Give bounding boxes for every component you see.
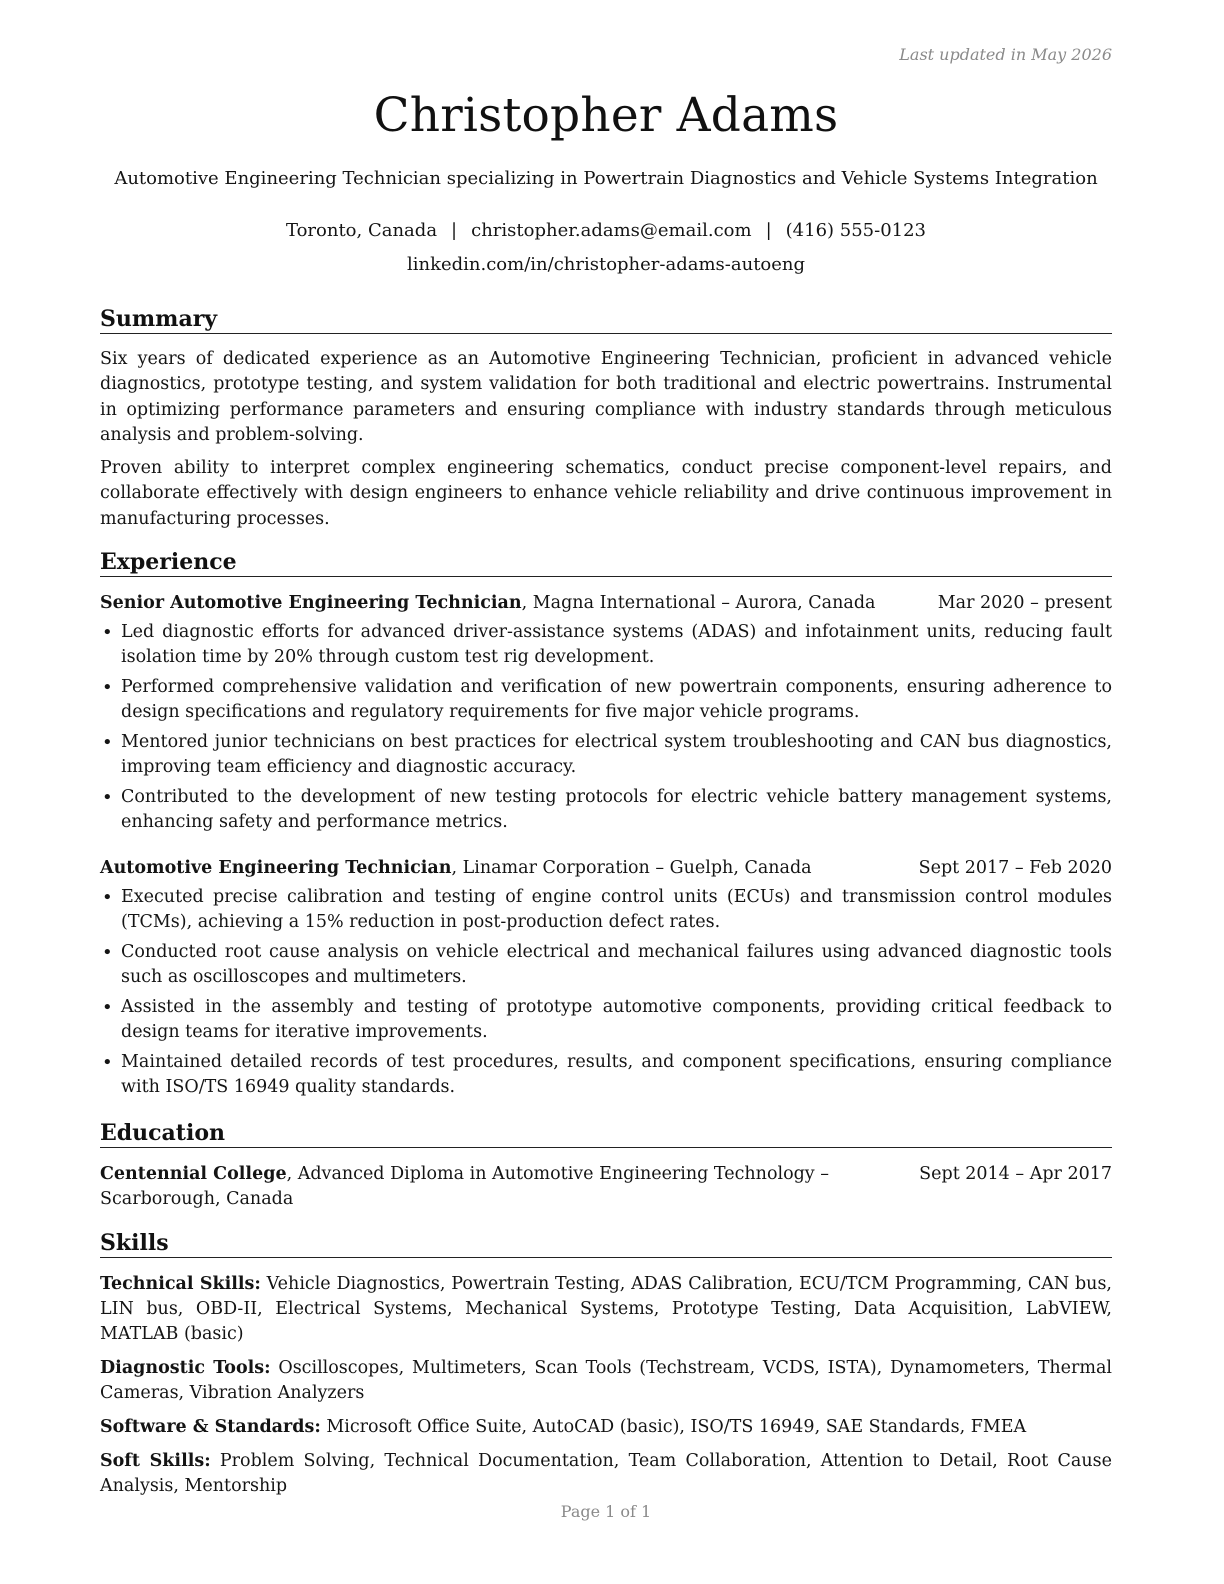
last-updated: Last updated in May 2026 — [899, 45, 1112, 64]
phone: (416) 555-0123 — [785, 220, 927, 241]
separator: | — [765, 220, 772, 241]
job-dates: Mar 2020 – present — [937, 593, 1112, 613]
bullet-item: • Led diagnostic efforts for advanced driver-assistance systems (ADAS) and infotainment units, reducing fault isolation time by 20% through custom test rig development. — [100, 620, 1112, 670]
skill-text: Problem Solving, Technical Documentation, Team Collaboration, Attention to Detail, Root Cause Analysis, Mentorship — [100, 1451, 1112, 1496]
bullet-item: • Mentored junior technicians on best practices for electrical system troubleshooting and CAN bus diagnostics, improving team efficiency and diagnostic accuracy. — [100, 730, 1112, 780]
education-entry — [100, 1162, 1112, 1212]
summary-paragraph: Six years of dedicated experience as an Automotive Engineering Technician, proficient in advanced vehicle diagnostics, prototype testing, and system validation for both traditional and electric powertrains. Instrumental in optimizing performance parameters and ensuring compliance with industry standards through meticulous analysis and problem-solving. — [100, 349, 1112, 445]
job-header — [100, 856, 1112, 881]
headline: Automotive Engineering Technician specializing in Powertrain Diagnostics and Vehicle Systems Integration — [114, 168, 1098, 189]
school-name: Centennial College — [100, 1164, 287, 1184]
skill-label: Technical Skills: — [100, 1274, 261, 1294]
job-header — [100, 591, 1112, 616]
bullet-item: • Executed precise calibration and testing of engine control units (ECUs) and transmission control modules (TCMs), achieving a 15% reduction in post-production defect rates. — [100, 885, 1112, 935]
education-dates: Sept 2014 – Apr 2017 — [919, 1164, 1112, 1184]
job-bullets — [100, 620, 1112, 835]
education-section — [100, 1120, 1112, 1212]
bullet-item: • Conducted root cause analysis on vehicle electrical and mechanical failures using advanced diagnostic tools such as oscilloscopes and multimeters. — [100, 940, 1112, 990]
skills-section — [100, 1230, 1112, 1499]
skill-label: Diagnostic Tools: — [100, 1358, 271, 1378]
program: , Advanced Diploma in Automotive Engineering Technology – Scarborough, Canada — [100, 1164, 830, 1209]
bullet-item: • Performed comprehensive validation and verification of new powertrain components, ensuring adherence to design specifications and regulatory requirements for five major vehicle programs. — [100, 675, 1112, 725]
section-title: Summary — [100, 306, 1112, 334]
skill-text: Oscilloscopes, Multimeters, Scan Tools (Techstream, VCDS, ISTA), Dynamometers, Thermal Cameras, Vibration Analyzers — [100, 1358, 1112, 1403]
skill-text: Vehicle Diagnostics, Powertrain Testing, ADAS Calibration, ECU/TCM Programming, CAN bus, LIN bus, OBD-II, Electrical Systems, Mechanical Systems, Prototype Testing, Data Acquisition, LabVIEW, MATLAB (basic) — [100, 1274, 1112, 1344]
bullet-item: • Maintained detailed records of test procedures, results, and component specifications, ensuring compliance with ISO/TS 16949 quality standards. — [100, 1050, 1112, 1100]
skill-group — [100, 1449, 1112, 1499]
skill-text: Microsoft Office Suite, AutoCAD (basic), ISO/TS 16949, SAE Standards, FMEA — [320, 1417, 1027, 1437]
skill-group — [100, 1415, 1112, 1440]
job-entry — [100, 856, 1112, 1100]
job-role: Senior Automotive Engineering Technician — [100, 593, 522, 613]
section-title: Experience — [100, 549, 1112, 577]
location: Toronto, Canada — [285, 220, 438, 241]
bullet-item: • Assisted in the assembly and testing of prototype automotive components, providing critical feedback to design teams for iterative improvements. — [100, 995, 1112, 1045]
separator: | — [451, 220, 458, 241]
linkedin-link[interactable]: linkedin.com/in/christopher-adams-autoeng — [406, 254, 806, 275]
email-link[interactable]: christopher.adams@email.com — [471, 220, 752, 241]
job-entry — [100, 591, 1112, 835]
summary-paragraph: Proven ability to interpret complex engineering schematics, conduct precise component-level repairs, and collaborate effectively with design engineers to enhance vehicle reliability and drive continuous improvement in manufacturing processes. — [100, 458, 1112, 529]
section-title: Skills — [100, 1230, 1112, 1258]
skill-group — [100, 1356, 1112, 1406]
candidate-name: Christopher Adams — [373, 88, 839, 143]
experience-section — [100, 549, 1112, 1100]
job-org: , Linamar Corporation – Guelph, Canada — [451, 858, 812, 878]
job-role: Automotive Engineering Technician — [100, 858, 452, 878]
job-dates: Sept 2017 – Feb 2020 — [918, 858, 1112, 878]
skill-group — [100, 1272, 1112, 1347]
bullet-item: • Contributed to the development of new testing protocols for electric vehicle battery management systems, enhancing safety and performance metrics. — [100, 785, 1112, 835]
skill-label: Soft Skills: — [100, 1451, 211, 1471]
job-org: , Magna International – Aurora, Canada — [521, 593, 876, 613]
skill-label: Software & Standards: — [100, 1417, 321, 1437]
contact-line — [100, 220, 1112, 241]
section-title: Education — [100, 1120, 1112, 1148]
summary-section — [100, 306, 1112, 532]
job-bullets — [100, 885, 1112, 1100]
page-number: Page 1 of 1 — [560, 1502, 652, 1521]
resume-page — [100, 0, 1112, 1584]
